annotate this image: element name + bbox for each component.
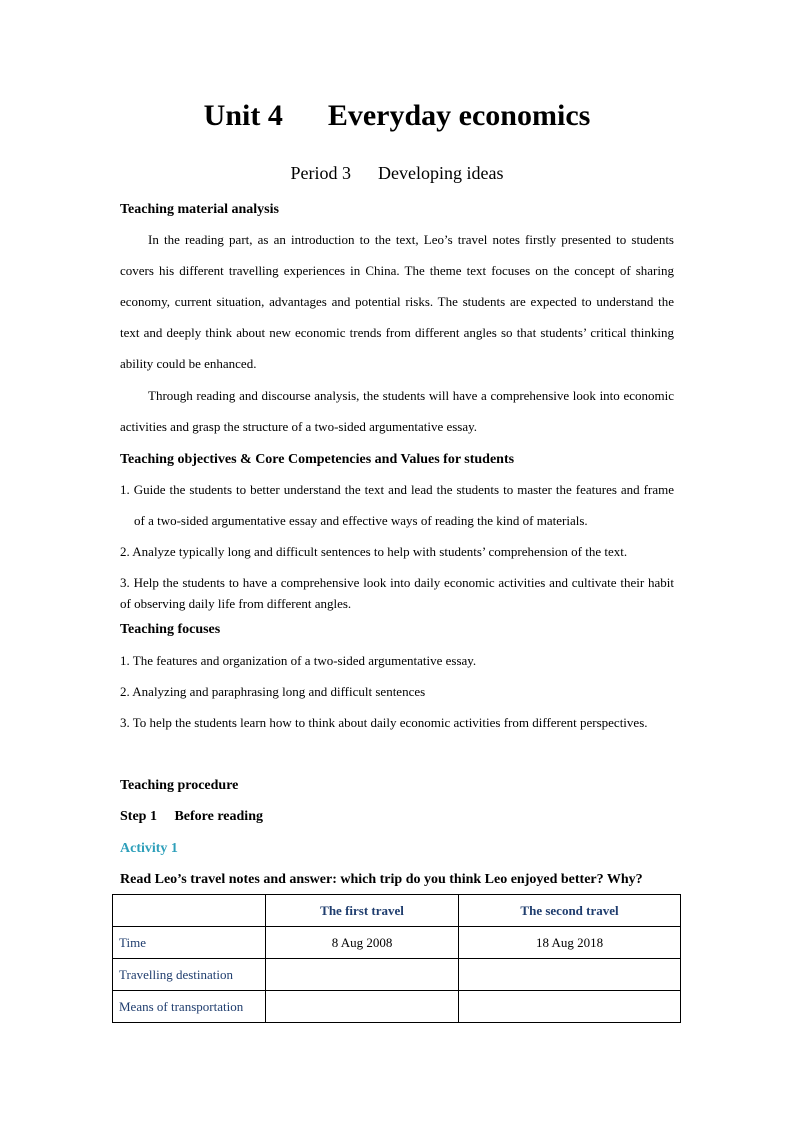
period-subtitle: Period 3 Developing ideas [290, 163, 504, 183]
material-analysis-paragraph-1: In the reading part, as an introduction to the text, Leo’s travel notes firstly presented to students covers his different travelling experiences in China. The theme text focuses on the concept of sharing economy, current situation, advantages and potential risks. The students are expected to understand the text and deeply think about new economic trends from different angles so that students’ critical thinking ability could be enhanced. [120, 232, 674, 371]
focus-item-1: 1. The features and organization of a two-sided argumentative essay. [120, 653, 477, 668]
table-header-row [113, 895, 681, 927]
objectives-heading: Teaching objectives & Core Competencies and Values for students [120, 452, 515, 467]
travel-question: Read Leo’s travel notes and answer: which trip do you think Leo enjoyed better? Why? [120, 872, 643, 887]
table-row [113, 927, 681, 959]
row-label-time: Time [113, 927, 266, 959]
unit-title: Unit 4 Everyday economics [203, 99, 591, 132]
cell-destination-second [459, 959, 681, 991]
material-analysis-heading: Teaching material analysis [120, 202, 279, 217]
activity-1-heading: Activity 1 [120, 841, 178, 856]
cell-destination-first [266, 959, 459, 991]
col-second-travel: The second travel [459, 895, 681, 927]
table-row [113, 991, 681, 1023]
travel-notes-table [112, 894, 681, 1023]
cell-time-second: 18 Aug 2018 [459, 927, 681, 959]
table-corner-cell [113, 895, 266, 927]
objective-item-2: 2. Analyze typically long and difficult sentences to help with students’ comprehension of the text. [120, 544, 628, 559]
focus-item-2: 2. Analyzing and paraphrasing long and difficult sentences [120, 684, 426, 699]
cell-time-first: 8 Aug 2008 [266, 927, 459, 959]
focuses-heading: Teaching focuses [120, 622, 221, 637]
objective-item-1: 1. Guide the students to better understand the text and lead the students to master the features and frame of a two-sided argumentative essay and effective ways of reading the kind of materials. [120, 482, 674, 528]
row-label-transportation: Means of transportation [113, 991, 266, 1023]
objective-item-3: 3. Help the students to have a comprehensive look into daily economic activities and cultivate their habit of observing daily life from different angles. [120, 575, 674, 611]
focus-item-3: 3. To help the students learn how to think about daily economic activities from different perspectives. [120, 715, 648, 730]
material-analysis-paragraph-2: Through reading and discourse analysis, the students will have a comprehensive look into economic activities and grasp the structure of a two-sided argumentative essay. [120, 388, 674, 434]
col-first-travel: The first travel [266, 895, 459, 927]
step-1-heading: Step 1 Before reading [120, 809, 263, 824]
table-row [113, 959, 681, 991]
procedure-heading: Teaching procedure [120, 778, 239, 793]
cell-transportation-first [266, 991, 459, 1023]
cell-transportation-second [459, 991, 681, 1023]
row-label-destination: Travelling destination [113, 959, 266, 991]
